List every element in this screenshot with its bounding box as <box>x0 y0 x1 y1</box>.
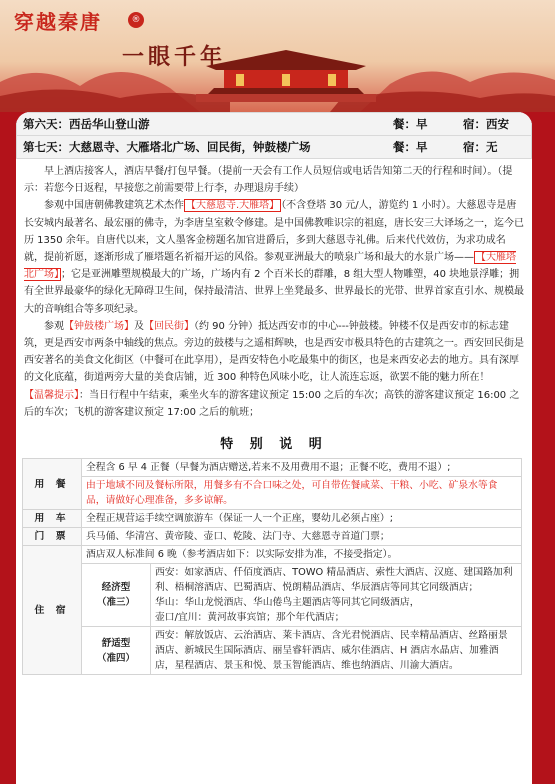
meal-line-2: 由于地域不同及餐标所限，用餐多有不合口味之处，可自带佐餐咸菜、干粮、小吃、矿泉水等食品，请做好心理准备，多多谅解。 <box>82 477 522 510</box>
day6-title: 第六天：西岳华山登山游 <box>23 117 150 131</box>
car-row <box>23 510 522 528</box>
special-notes-table <box>22 458 522 675</box>
ticket-label: 门 票 <box>23 528 82 546</box>
economy-label: 经济型 （准三） <box>82 564 151 627</box>
paragraph-bell-tower: 参观【钟鼓楼广场】及【回民街】（约 90 分钟）抵达西安市的中心---钟鼓楼。钟楼不仅是西安市的标志建筑，更是西安市两条中轴线的焦点。旁边的鼓楼与之遥相辉映，也是西安市极具特色的古建筑之一。西安回民街是西安著名的美食文化街区（中餐可在此享用），是西安特色小吃最集中的街区，也是来西安必去的地方。具有深厚的文化底蕴，街道两旁大量的美食店铺，近 300 种特色风味小吃，让人流连忘返，欲罢不能的魅力所在！ <box>24 320 524 384</box>
stay-row <box>23 546 522 564</box>
stay-intro: 酒店双人标准间 6 晚（参考酒店如下：以实际安排为准，不接受指定）。 <box>82 546 522 564</box>
meal-line-1: 全程含 6 早 4 正餐（早餐为酒店赠送,若来不及用费用不退；正餐不吃，费用不退）; <box>82 459 522 477</box>
day7-stay: 宿：无 <box>463 140 498 154</box>
itinerary-card <box>16 112 532 784</box>
ticket-text: 兵马俑、华清宫、黄帝陵、壶口、乾陵、法门寺、大慈恩寺首道门票； <box>82 528 522 546</box>
day7-description <box>16 159 532 421</box>
highlight-muslim-street: 【回民街】 <box>144 320 194 332</box>
economy-row <box>23 564 522 627</box>
day6-meal: 餐：早 <box>393 117 428 131</box>
temple-illustration <box>196 44 376 102</box>
registered-icon: ® <box>128 12 144 28</box>
stay-label: 住 宿 <box>23 546 82 675</box>
meal-row <box>23 459 522 477</box>
meal-label: 用 餐 <box>23 459 82 510</box>
paragraph-morning: 早上酒店接客人，酒店早餐/打包早餐。（提前一天会有工作人员短信或电话告知第二天的行程和时间）。（提示：若您今日返程，早接您之前需要带上行李，办理退房手续） <box>24 166 513 195</box>
highlight-dacien-temple: 【大慈恩寺.大雁塔】 <box>186 200 280 212</box>
day7-row <box>16 136 532 159</box>
day7-title: 第七天：大慈恩寺、大雁塔北广场、回民街，钟鼓楼广场 <box>23 140 311 154</box>
day6-row <box>16 112 532 136</box>
day6-stay: 宿：西安 <box>463 117 509 131</box>
header-banner <box>0 0 555 112</box>
economy-hotels: 西安：如家酒店、仟佰度酒店、TOWO 精品酒店、索性大酒店、汉庭、建国路加利利、梧桐溶酒店、巴蜀酒店、悦朗精品酒店、华辰酒店等同其它同级酒店； 华山：华山龙悦酒店、华山倦鸟主题酒店等同其它同级酒店， 壶口/宜川：黄河故事宾馆；那个年代酒店； <box>151 564 522 627</box>
highlight-north-square: 【大雁塔北广场】 <box>24 252 516 281</box>
warm-tip-text: ：当日行程中午结束，乘坐火车的游客建议预定 15:00 之后的车次；高铁的游客建议预定 16:00 之后的车次；飞机的游客建议预定 17:00 之后的航班； <box>24 389 520 418</box>
comfort-hotels: 西安：解放饭店、云治酒店、莱卡酒店、含光君悦酒店、民幸精品酒店、丝路丽景酒店、新城民生国际酒店、丽呈睿轩酒店、威尔佳酒店、H 酒店水晶店、加雅酒店，星程酒店、景玉和悦、景玉智能酒店、维也纳酒店、川渝大酒店。 <box>151 627 522 675</box>
brand-logo-text: 穿越秦唐 <box>14 10 102 34</box>
car-text: 全程正规营运手续空调旅游车（保证一人一个正座，婴幼儿必须占座）; <box>82 510 522 528</box>
comfort-label: 舒适型 （准四） <box>82 627 151 675</box>
day7-meal: 餐：早 <box>393 140 428 154</box>
special-notes-title: 特 别 说 明 <box>220 437 328 453</box>
slogan: 一眼千年 <box>122 44 227 70</box>
paragraph-dayanta: 参观中国唐朝佛教建筑艺术杰作 【大慈恩寺.大雁塔】 （不含登塔 30 元/人，游览约 1 小时）。大慈恩寺是唐长安城内最著名、最宏丽的佛寺，为李唐皇室敕令修建。是中国佛教唯识宗的祖庭，唐长安三大译场之一，迄今已历 1350 余年。自唐代以来，文人墨客金榜题名加官进爵后，多到大慈恩寺礼佛。后来代代效仿，为求功成名就，提前祈愿，逐渐形成了雁塔题名祈福开运的风俗。参观亚洲最大的喷泉广场和最大的水景广场—— 【大雁塔北广场】 ；它是亚洲雕塑规模最大的广场，广场内有 2 个百米长的群雕，8 组大型人物雕塑，40 块地景浮雕；拥有全世界最豪华的绿化无障碍卫生间，保持最清洁、世界上坐凳最多、世界最长的光带、世界首家直引水、规模最大的音响组合等多项纪录。 <box>24 200 524 315</box>
car-label: 用 车 <box>23 510 82 528</box>
meal-row-2 <box>23 477 522 510</box>
highlight-bell-drum-square: 【钟鼓楼广场】 <box>64 320 134 332</box>
warm-tip-label: 【温馨提示】 <box>24 389 79 401</box>
warm-tip <box>24 387 524 421</box>
ticket-row <box>23 528 522 546</box>
comfort-row <box>23 627 522 675</box>
